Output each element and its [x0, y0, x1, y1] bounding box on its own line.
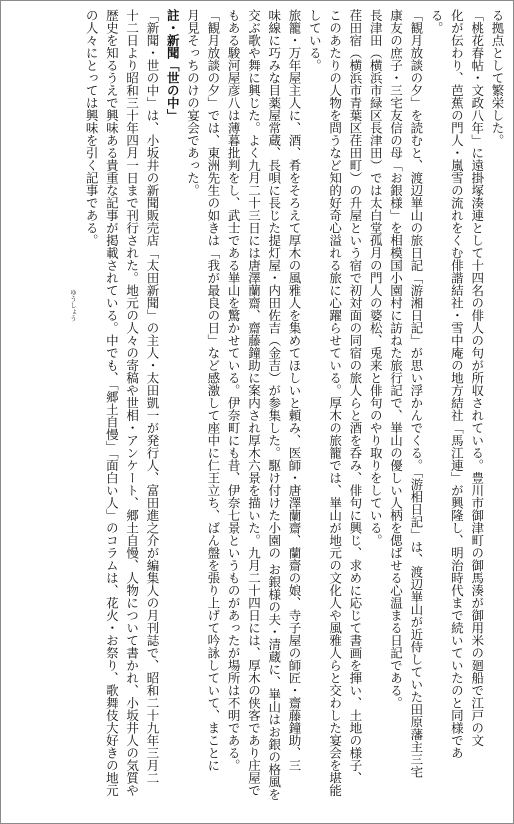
text-line: 歴史を知るうえで興味ある貴重な記事が掲載されている。中でも、「郷土自慢」「面白い人」のコラムは、花火・お祭り、歌舞伎大好きの地元 — [104, 9, 120, 797]
text-line: 交ぶ歌や舞に興じた。よく九月二十三日には唐澤蘭齋、齋藤鐘助に案内され厚木六景を描いた。九月二十四日には、厚木の侠客であり庄屋で — [246, 9, 262, 797]
text-line: 「観月放談の夕」では、東洲先生の如きは「我が最良の日」など感激して座中に仁王立ち、ばん盤を張り上げて吟詠していて、まことに — [205, 9, 221, 772]
text-line: もある駿河屋彦八は薄暮批判をし、武士である崋山を驚かせている。伊奈町にも昔、伊奈七景というものがあったが場所は不明である。 — [226, 9, 242, 772]
text-line: 月見そっちのけの宴会であった。 — [185, 9, 201, 197]
text-line: る拠点として繁栄した。 — [490, 9, 505, 147]
text-line: このあたりの人物を問うなど知的好奇心溢れる旅に心躍らせている。厚木の旅籠では、崋山が地元の文化人や風雅人らと交わした宴会を堪能 — [327, 9, 343, 797]
text-line: 「観月放談の夕」を読むと、渡辺崋山の旅日記「游湘日記」が思い浮かんでくる。「游相日記」は、渡辺崋山が近侍していた田原藩主三宅 — [408, 9, 424, 778]
text-line: 康友の庶子・三宅友信の母「お銀様」を相模国小園村に訪ねた旅行記で、崋山の優しい人柄を偲ばせる心温まる日記である。 — [388, 9, 404, 709]
vertical-text-body — [81, 9, 507, 817]
text-line: している。 — [307, 9, 323, 72]
text-line: 「新聞・世の中」は、小坂井の新聞販売店「太田新聞」の主人・太田凱一が発行人、富田進之介が編集人の月刊誌で、昭和二十九年三月二 — [144, 9, 160, 784]
note-heading: 註・新聞「世の中」 — [165, 9, 181, 122]
text-line: 旅籠・万年屋主人に、酒、肴をそろえて厚木の風雅人を集めてほしいと頼み、医師・唐澤蘭齋、蘭齋の娘、寺子屋の師匠・齋藤鐘助、三 — [287, 9, 303, 772]
text-line: 化が伝わり、芭蕉の門人・嵐雪の流れをくむ俳諧結社・雪中庵の地方結社「馬江連」が興隆し、明治時代まで続いていたのと同様であ — [449, 9, 465, 759]
text-line: 「桃花春帖・文政八年」に遠掛塚湊連として十四名の俳人の句が所収されている。豊川市御津町の御馬湊が御用米の廻船で江戸の文 — [469, 9, 485, 747]
text-line: の人々にとっては興味を引く記事である。 — [84, 9, 100, 247]
text-line: る。 — [429, 9, 445, 34]
ruby-annotation: ゆうしょう — [69, 289, 77, 322]
text-line: 荏田宿（横浜市青葉区荏田町）の升屋という宿で初対面の同宿の旅人らと酒を呑み、俳句に興じ、求めに応じて書画を揮い、土地の様子、 — [347, 9, 363, 784]
text-line: 十二日より昭和三十年四月一日まで刊行された。地元の人々の寄稿や世相・アンケート、郷土自慢、人物について書かれ、小坂井人の気質や — [124, 9, 140, 797]
text-line: 長津田（横浜市緑区長津田）では太白堂孤月の門人の婆松、兎来と俳句のやり取りをしている。 — [368, 9, 384, 547]
text-line: 味線に巧みな目薬屋常蔵、長唄に長じた提灯屋・内田佐吉（金吉）が参集した。駆け付けた小園の お銀様の夫・清蔵に、崋山はお銀の格風を — [266, 9, 282, 801]
